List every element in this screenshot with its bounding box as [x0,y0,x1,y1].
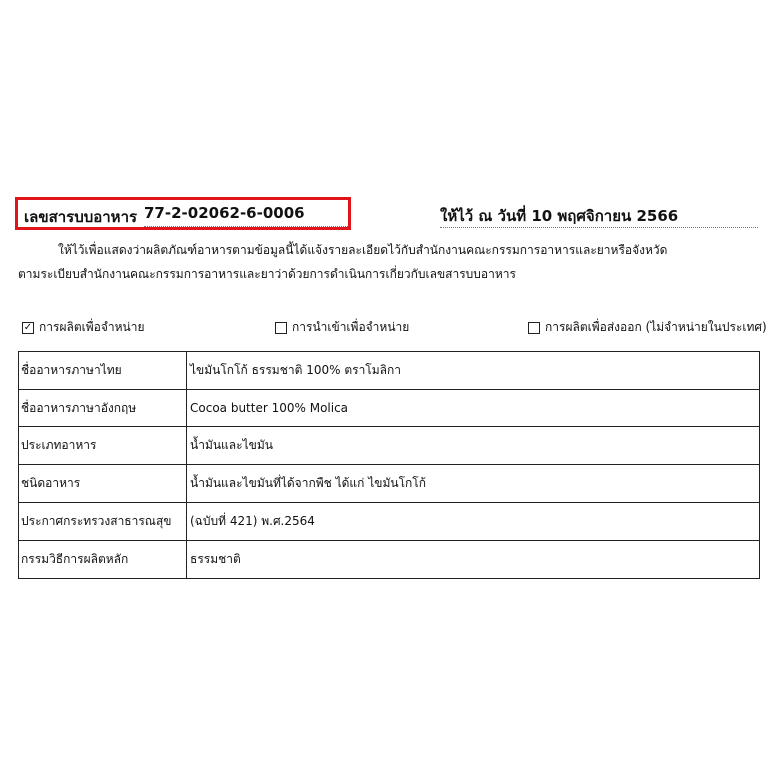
table-row [19,541,760,579]
row-value: น้ำมันและไขมันที่ได้จากพืช ได้แก่ ไขมันโกโก้ [187,465,760,503]
row-label: ชื่ออาหารภาษาอังกฤษ [19,390,187,427]
row-label: ประเภทอาหาร [19,427,187,465]
row-label: กรรมวิธีการผลิตหลัก [19,541,187,579]
checkbox-unchecked-icon [275,322,287,334]
option-export [528,318,767,337]
option-import [275,318,409,337]
table-row [19,503,760,541]
table-row [19,465,760,503]
issued-date: ให้ไว้ ณ วันที่ 10 พฤศจิกายน 2566 [440,207,679,225]
dotted-underline [440,227,758,228]
checkbox-unchecked-icon [528,322,540,334]
table-row [19,352,760,390]
row-value: ธรรมชาติ [187,541,760,579]
option-label: การนำเข้าเพื่อจำหน่าย [292,320,410,334]
dotted-underline [144,226,348,227]
row-value: Cocoa butter 100% Molica [187,390,760,427]
row-label: ชนิดอาหาร [19,465,187,503]
intro-line-2: ตามระเบียบสำนักงานคณะกรรมการอาหารและยาว่าด้วยการดำเนินการเกี่ยวกับเลขสารบบอาหาร [18,267,516,281]
option-production [22,318,145,337]
option-label: การผลิตเพื่อส่งออก (ไม่จำหน่ายในประเทศ) [545,320,767,334]
table-row [19,427,760,465]
intro-line-1: ให้ไว้เพื่อแสดงว่าผลิตภัณฑ์อาหารตามข้อมูลนี้ได้แจ้งรายละเอียดไว้กับสำนักงานคณะกรรมการอาหารและยาหรือจังหวัด [58,243,668,257]
food-info-table [18,351,760,579]
row-value: น้ำมันและไขมัน [187,427,760,465]
registration-label: เลขสารบบอาหาร [24,208,138,226]
checkbox-checked-icon: ✓ [23,321,33,333]
option-label: การผลิตเพื่อจำหน่าย [39,320,145,334]
row-label: ชื่ออาหารภาษาไทย [19,352,187,390]
table-row [19,390,760,427]
registration-number: 77-2-02062-6-0006 [144,204,305,222]
row-label: ประกาศกระทรวงสาธารณสุข [19,503,187,541]
row-value: ไขมันโกโก้ ธรรมชาติ 100% ตราโมลิกา [187,352,760,390]
row-value: (ฉบับที่ 421) พ.ศ.2564 [187,503,760,541]
